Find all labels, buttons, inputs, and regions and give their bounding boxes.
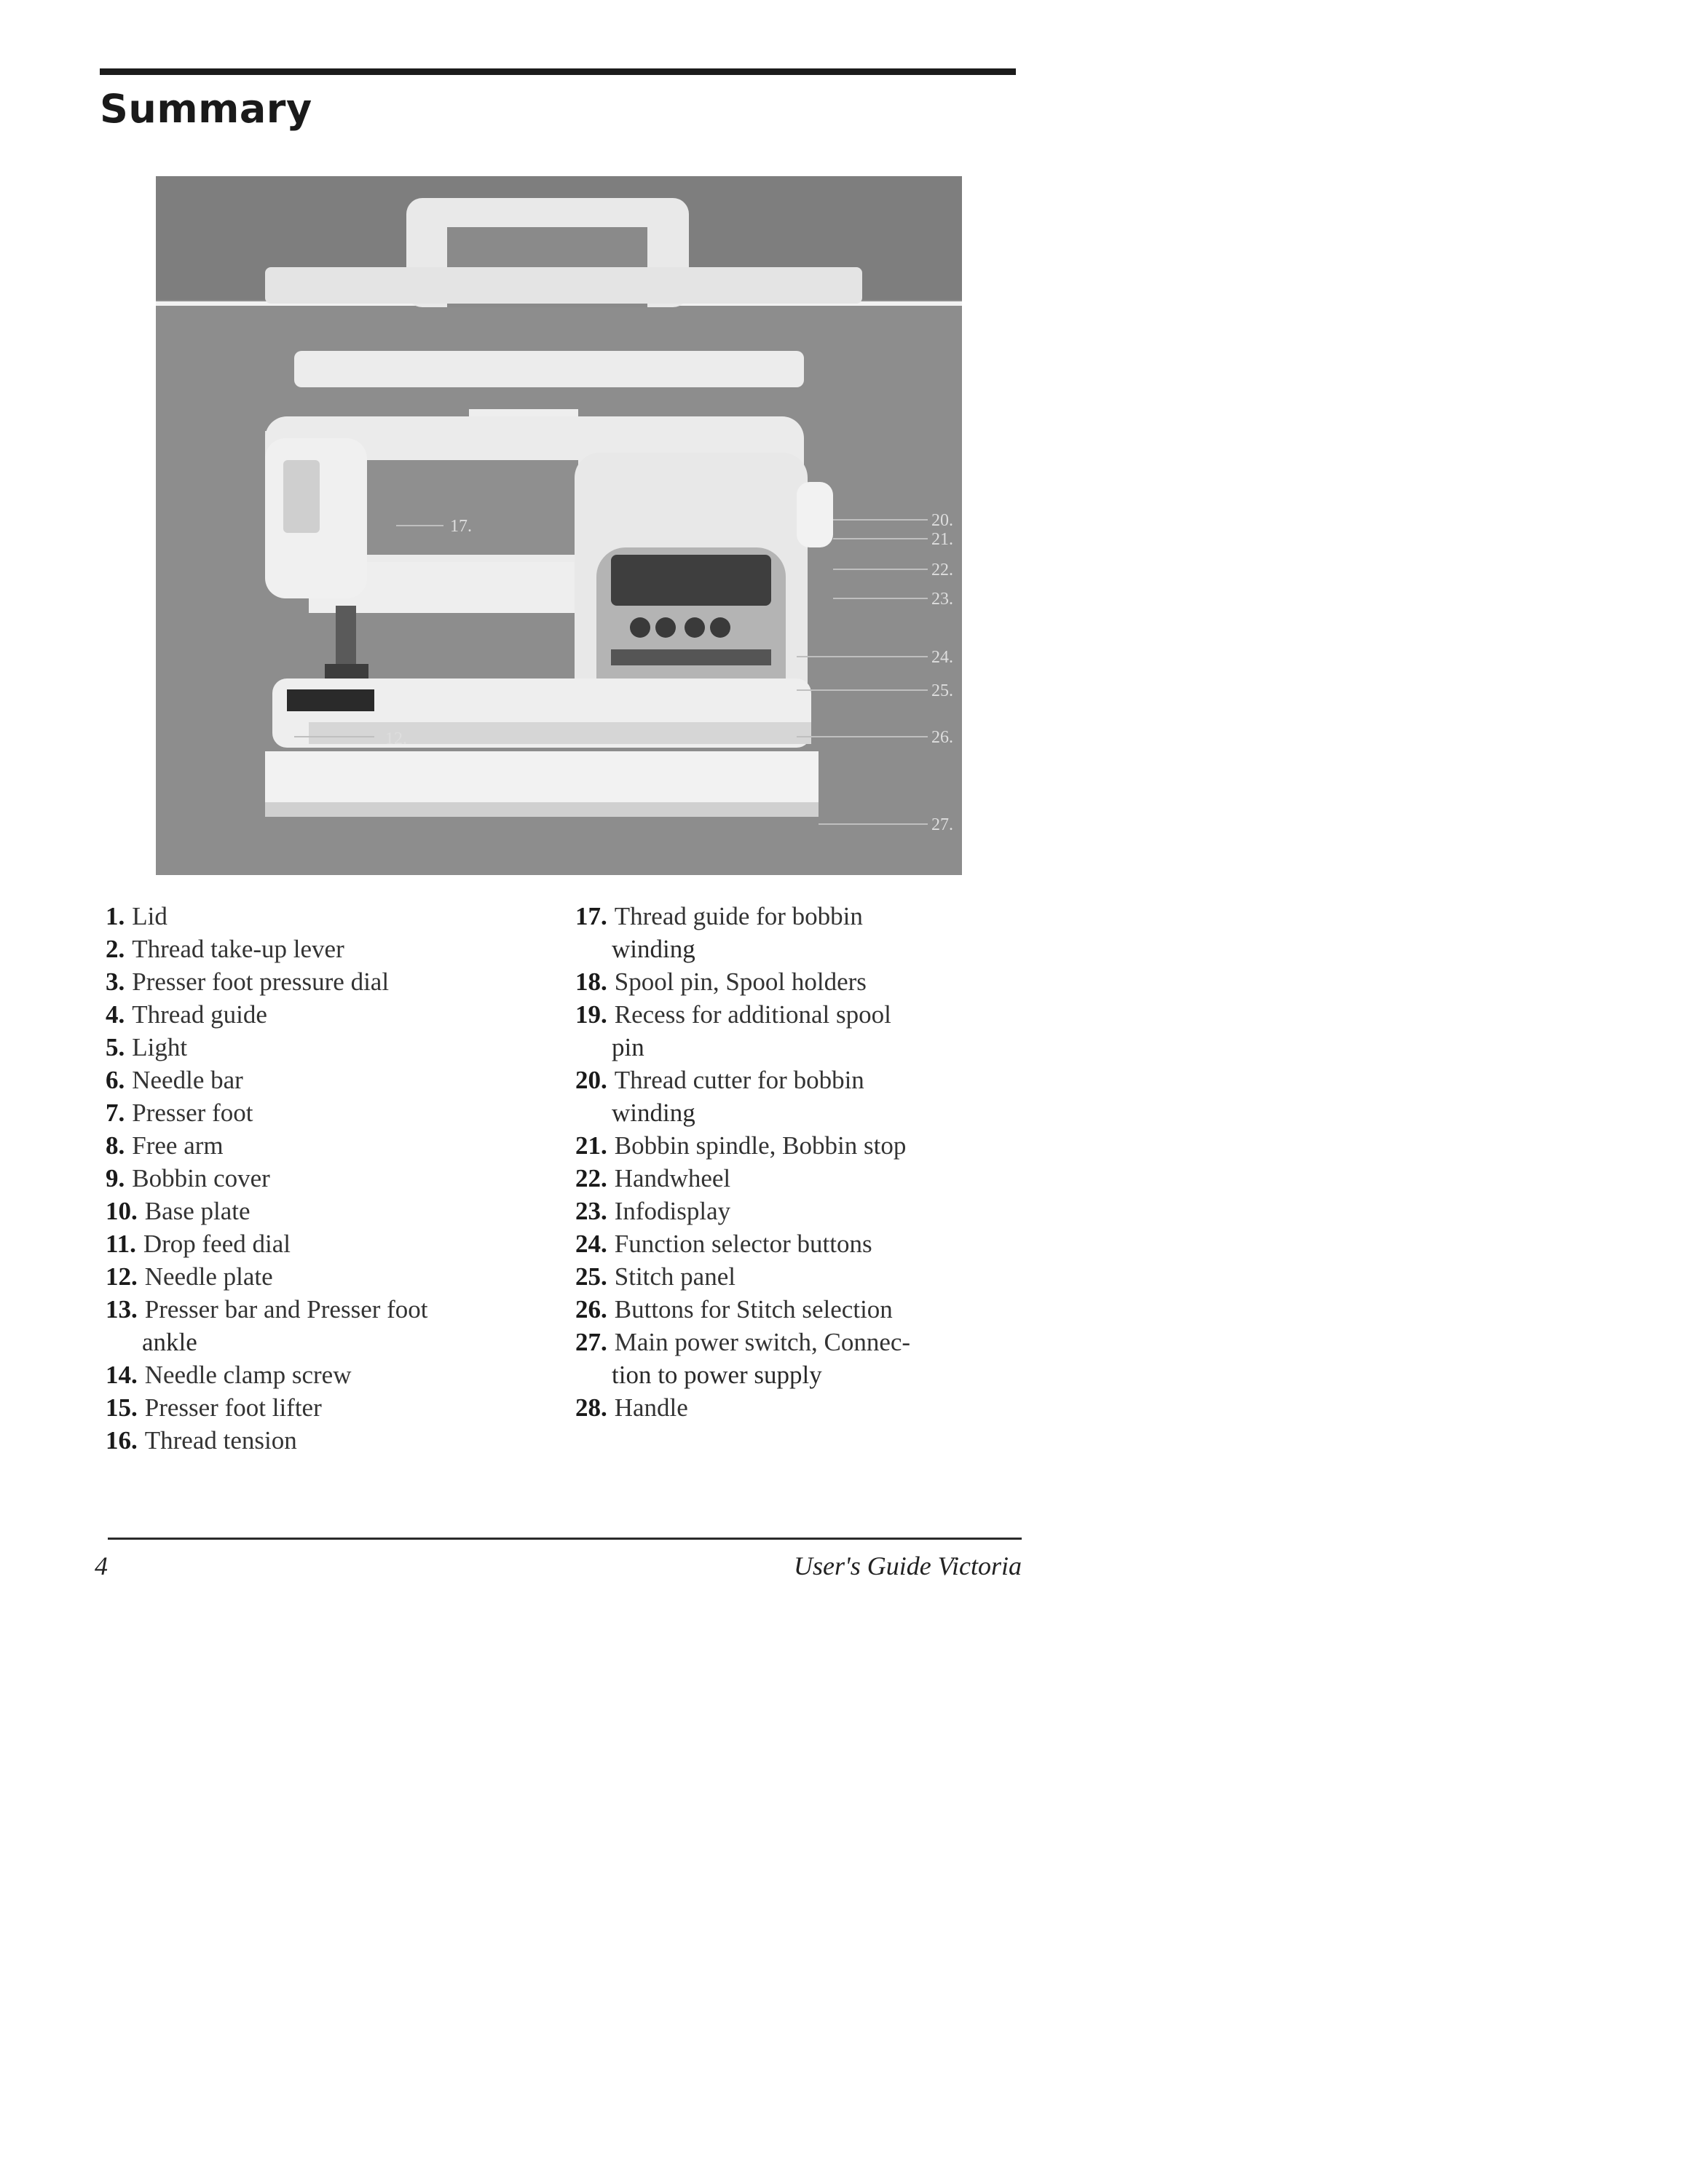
top-rule	[100, 68, 1016, 75]
legend-item: 9. Bobbin cover	[106, 1164, 270, 1192]
legend-item: 25. Stitch panel	[575, 1262, 735, 1291]
legend-item: 27. Main power switch, Connec-	[575, 1328, 911, 1356]
legend-item-continuation: winding	[612, 1099, 695, 1127]
legend-item: 18. Spool pin, Spool holders	[575, 968, 867, 996]
callout-26: 26.	[931, 728, 953, 747]
legend-item-continuation: winding	[612, 935, 695, 963]
callout-12: 12.	[385, 729, 407, 748]
callout-24: 24.	[931, 648, 953, 667]
legend-item: 5. Light	[106, 1033, 188, 1061]
legend-item: 22. Handwheel	[575, 1164, 731, 1192]
parts-legend-left	[106, 900, 557, 1457]
legend-item: 12. Needle plate	[106, 1262, 273, 1291]
legend-item: 4. Thread guide	[106, 1000, 267, 1029]
legend-item: 19. Recess for additional spool	[575, 1000, 891, 1029]
page-title: Summary	[100, 86, 312, 132]
legend-item-continuation: ankle	[142, 1328, 197, 1356]
legend-item: 3. Presser foot pressure dial	[106, 968, 390, 996]
legend-item-continuation: pin	[612, 1033, 644, 1061]
legend-item: 8. Free arm	[106, 1131, 224, 1160]
legend-item: 16. Thread tension	[106, 1426, 297, 1455]
sewing-machine-photo	[156, 176, 962, 875]
callout-25: 25.	[931, 681, 953, 700]
legend-item: 6. Needle bar	[106, 1066, 243, 1094]
callout-20: 20.	[931, 511, 953, 530]
legend-item: 17. Thread guide for bobbin	[575, 902, 863, 930]
bottom-rule	[108, 1538, 1022, 1540]
legend-item: 26. Buttons for Stitch selection	[575, 1295, 893, 1324]
callout-22: 22.	[931, 561, 953, 579]
legend-item: 1. Lid	[106, 902, 167, 930]
legend-item: 28. Handle	[575, 1393, 688, 1422]
callout-21: 21.	[931, 530, 953, 549]
legend-item: 14. Needle clamp screw	[106, 1361, 352, 1389]
callout-17: 17.	[450, 517, 472, 536]
footer-guide-title: User's Guide Victoria	[794, 1551, 1022, 1580]
callout-23: 23.	[931, 590, 953, 609]
page-number: 4	[95, 1551, 108, 1580]
legend-item: 24. Function selector buttons	[575, 1230, 872, 1258]
legend-item: 10. Base plate	[106, 1197, 251, 1225]
legend-item: 20. Thread cutter for bobbin	[575, 1066, 864, 1094]
legend-item: 21. Bobbin spindle, Bobbin stop	[575, 1131, 907, 1160]
legend-item: 7. Presser foot	[106, 1099, 253, 1127]
parts-legend-right	[575, 900, 1012, 1424]
legend-item: 11. Drop feed dial	[106, 1230, 291, 1258]
legend-item: 2. Thread take-up lever	[106, 935, 344, 963]
legend-item: 23. Infodisplay	[575, 1197, 731, 1225]
legend-item: 15. Presser foot lifter	[106, 1393, 322, 1422]
legend-item-continuation: tion to power supply	[612, 1361, 822, 1389]
callout-27: 27.	[931, 815, 953, 834]
legend-item: 13. Presser bar and Presser foot	[106, 1295, 428, 1324]
